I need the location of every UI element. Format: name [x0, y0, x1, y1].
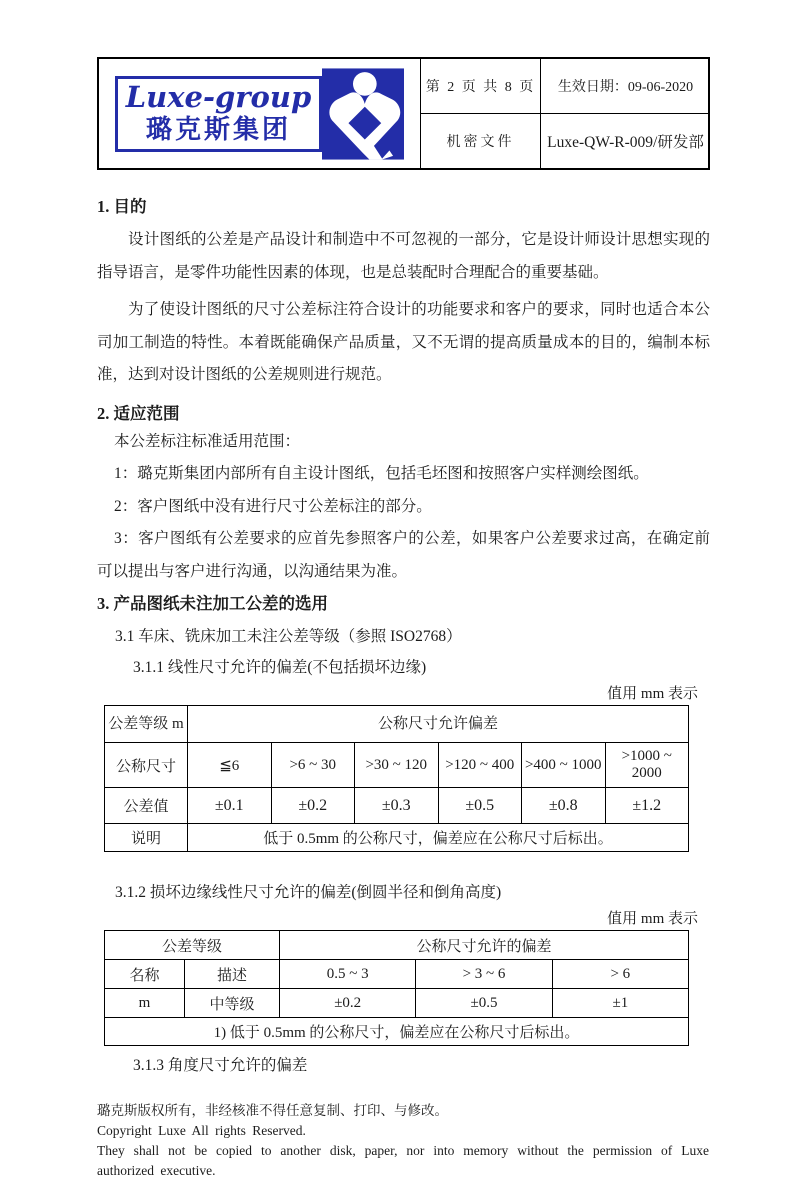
section-3-title: 3. 产品图纸未注加工公差的选用	[97, 594, 328, 613]
scope-intro: 本公差标注标准适用范围：	[114, 432, 301, 450]
table1-size-cell: ≦6	[188, 743, 272, 788]
section-1-paragraph-2: 为了使设计图纸的尺寸公差标注符合设计的功能要求和客户的要求，同时也适合本公司加工制造的特性。本着既能确保产品质量，又不无谓的提高质量成本的目的，编制本标准，达到对设计图纸的公差规则进行规范。	[97, 301, 710, 383]
table2-grade-desc: 中等级	[185, 989, 280, 1018]
table1-size-cell: >6 ~ 30	[271, 743, 355, 788]
table1-deviation-header: 公称尺寸允许偏差	[188, 706, 689, 743]
confidential-label: 机密文件	[421, 114, 541, 169]
table2-range-cell: > 6	[552, 960, 688, 989]
table2-grade-header: 公差等级	[105, 931, 280, 960]
unit-note-2: 值用 mm 表示	[607, 911, 698, 927]
table1-tolerance-cell: ±0.2	[271, 788, 355, 824]
table2-grade-name: m	[105, 989, 185, 1018]
scope-item-2: 2：客户图纸中没有进行尺寸公差标注的部分。	[114, 497, 432, 515]
table2-tolerance-cell: ±1	[552, 989, 688, 1018]
effective-date: 生效日期：09-06-2020	[541, 59, 710, 114]
table2-tolerance-cell: ±0.2	[280, 989, 416, 1018]
doc-number: Luxe-QW-R-009/研发部	[547, 133, 704, 151]
table2-note: 1) 低于 0.5mm 的公称尺寸，偏差应在公称尺寸后标出。	[105, 1018, 689, 1046]
luxe-logo	[115, 68, 405, 160]
unit-note-1: 值用 mm 表示	[607, 686, 698, 702]
table1-grade-header: 公差等级 m	[105, 706, 188, 743]
table2-range-cell: 0.5 ~ 3	[280, 960, 416, 989]
table1-note-label: 说明	[105, 824, 188, 852]
table2-name-header: 名称	[105, 960, 185, 989]
table2-desc-header: 描述	[185, 960, 280, 989]
section-2-title: 2. 适应范围	[97, 403, 180, 423]
section-3-1-3-title: 3.1.3 角度尺寸允许的偏差	[133, 1057, 308, 1074]
page-number: 第 2 页 共 8 页	[421, 59, 541, 114]
section-3-1-1-title: 3.1.1 线性尺寸允许的偏差(不包括损坏边缘)	[133, 659, 427, 676]
table1-size-cell: >1000 ~ 2000	[605, 743, 689, 788]
section-1-paragraph-1: 设计图纸的公差是产品设计和制造中不可忽视的一部分，它是设计师设计思想实现的指导语言，是零件功能性因素的体现，也是总装配时合理配合的重要基础。	[97, 231, 710, 281]
section-3-1-title: 3.1 车床、铣床加工未注公差等级（参照 ISO2768）	[115, 628, 462, 645]
logo-chinese-text: 璐克斯集团	[145, 114, 291, 144]
scope-item-1: 1：璐克斯集团内部所有自主设计图纸，包括毛坯图和按照客户实样测绘图纸。	[114, 465, 649, 482]
header-table	[97, 57, 710, 170]
logo-cell	[99, 59, 421, 168]
table1-note: 低于 0.5mm 的公称尺寸，偏差应在公称尺寸后标出。	[188, 824, 689, 852]
table2-range-cell: > 3 ~ 6	[416, 960, 552, 989]
footer-copyright-en-2: They shall not be copied to another disk, paper, nor into memory without the permission of Luxe authorized executive.	[97, 1143, 709, 1178]
table2-deviation-header: 公称尺寸允许的偏差	[280, 931, 689, 960]
table1-size-cell: >120 ~ 400	[438, 743, 522, 788]
footer	[97, 1100, 709, 1181]
footer-copyright-cn: 璐克斯版权所有，非经核准不得任意复制、打印、与修改。	[97, 1103, 448, 1118]
table1-tolerance-row-label: 公差值	[105, 788, 188, 824]
table1-tolerance-cell: ±0.8	[522, 788, 606, 824]
table1-tolerance-cell: ±0.3	[355, 788, 439, 824]
logo-textbox	[115, 76, 323, 152]
table1-tolerance-cell: ±0.5	[438, 788, 522, 824]
table2-tolerance-cell: ±0.5	[416, 989, 552, 1018]
section-1-title: 1. 目的	[97, 197, 147, 216]
logo-latin-text: Luxe-group	[125, 79, 312, 114]
table1-size-row-label: 公称尺寸	[105, 743, 188, 788]
table1-tolerance-cell: ±0.1	[188, 788, 272, 824]
person-heart-icon	[322, 68, 404, 160]
table1-tolerance-cell: ±1.2	[605, 788, 689, 824]
scope-item-3: 3：客户图纸有公差要求的应首先参照客户的公差，如果客户公差要求过高，在确定前可以提出与客户进行沟通，以沟通结果为准。	[97, 530, 710, 580]
linear-tolerance-table	[104, 705, 689, 852]
table1-size-cell: >400 ~ 1000	[522, 743, 606, 788]
footer-copyright-en-1: Copyright Luxe All rights Reserved.	[97, 1123, 306, 1138]
edge-tolerance-table	[104, 930, 689, 1046]
section-3-1-2-title: 3.1.2 损坏边缘线性尺寸允许的偏差(倒圆半径和倒角高度)	[115, 884, 502, 901]
table1-size-cell: >30 ~ 120	[355, 743, 439, 788]
